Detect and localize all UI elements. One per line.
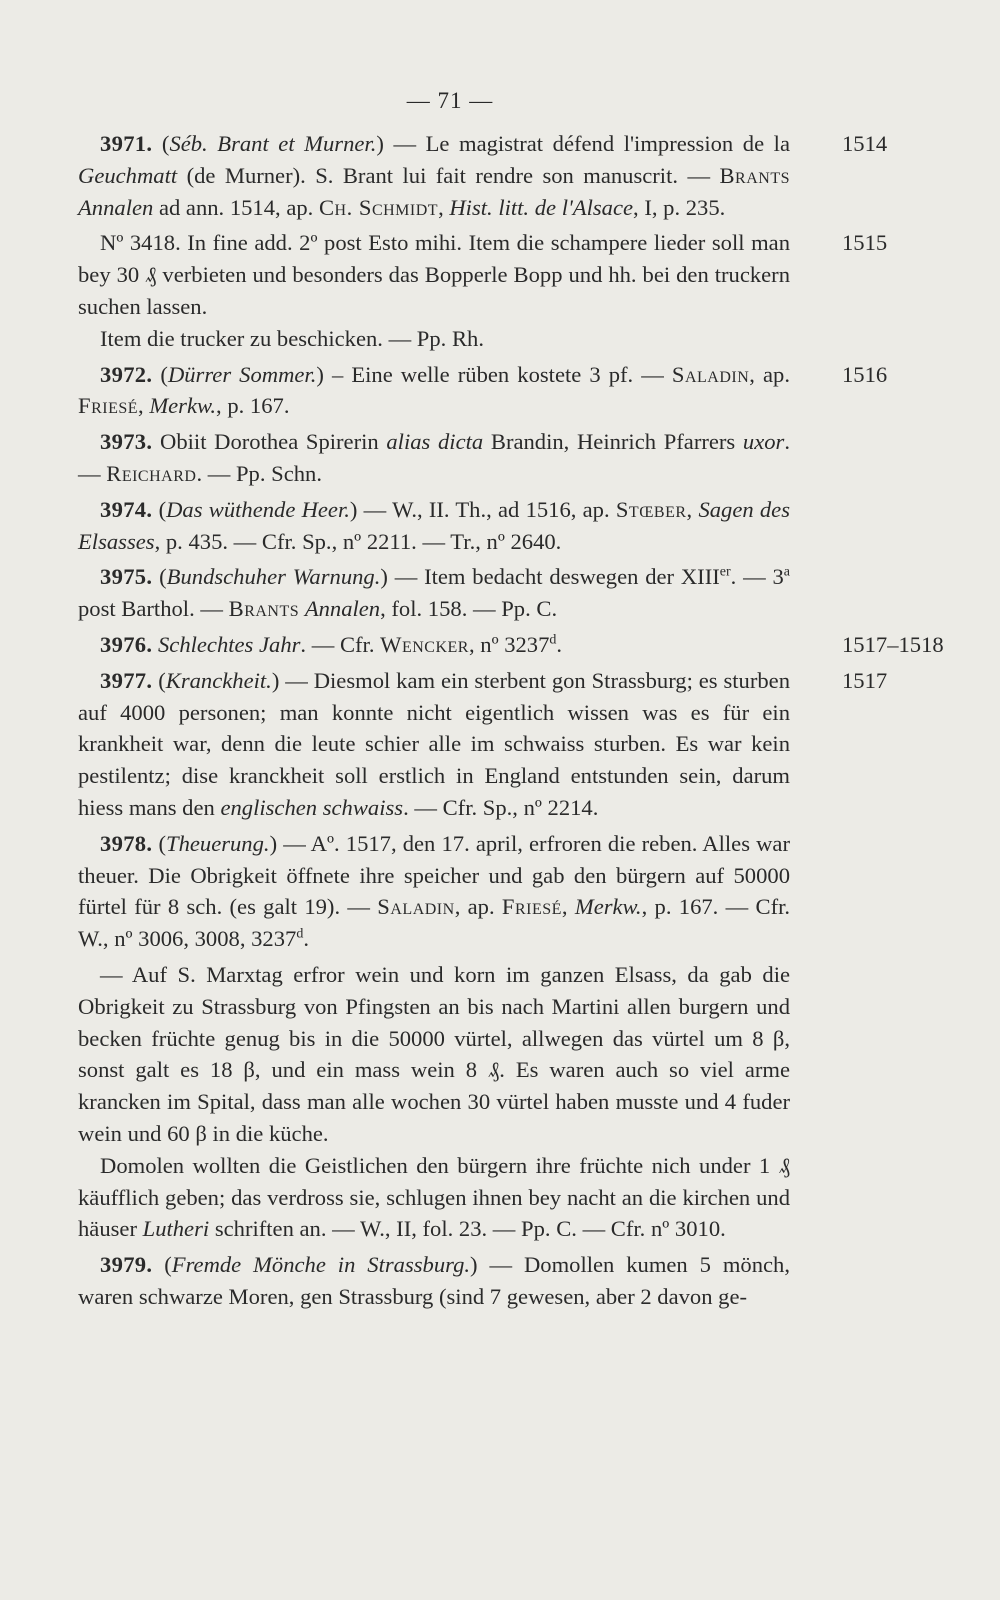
text-run: Item die trucker zu beschicken. — Pp. Rh.: [100, 325, 484, 351]
entry-3978-note: [78, 1150, 790, 1245]
text-run: er: [719, 564, 731, 580]
text-run: a: [783, 564, 790, 580]
text-run: Annalen: [78, 194, 154, 220]
text-run: Brandin, Heinrich Pfarrers: [483, 429, 743, 455]
text-run: Saladin: [377, 894, 455, 920]
text-run: Ch. Schmidt: [318, 194, 439, 220]
text-run: Annalen: [304, 596, 381, 622]
text-run: (: [152, 830, 166, 856]
text-run: (: [152, 667, 166, 693]
entry-3971-addendum: [78, 227, 888, 322]
text-run: Hist. litt. de l'Alsace: [449, 194, 634, 220]
entry-3972: [78, 359, 888, 423]
text-run: Sagen des Elsasses: [78, 496, 791, 554]
text-run: . — Pp. Schn.: [196, 460, 322, 486]
entry-3973: [78, 426, 790, 490]
text-run: Fremde Mönche in Strassburg.: [171, 1252, 471, 1278]
text-run: post Barthol. —: [78, 596, 229, 622]
text-run: d: [296, 926, 304, 942]
text-run: , p. 167.: [216, 393, 290, 419]
text-run: Obiit Dorothea Spirerin: [152, 429, 387, 455]
text-run: ) — Item bedacht deswegen der XIII: [380, 564, 720, 590]
entry-3974: [78, 494, 790, 558]
text-run: , nº 3237: [468, 631, 550, 657]
entry-3977: [78, 665, 888, 824]
text-run: ,: [686, 496, 699, 522]
text-run: uxor: [742, 429, 785, 455]
text-run: Séb. Brant et Murner.: [169, 131, 377, 156]
text-run: (: [152, 496, 167, 522]
text-run: , ap.: [454, 894, 502, 920]
entry-3971: [78, 128, 888, 223]
entry-3979: [78, 1249, 790, 1313]
text-run: Stœber: [615, 496, 687, 522]
entry-3978: [78, 828, 790, 955]
entry-number: 3976.: [100, 631, 153, 657]
text-run: ,: [438, 194, 450, 220]
text-run: .: [303, 926, 309, 952]
text-run: , p. 167. — Cfr. W., nº 3006, 3008, 3237: [78, 894, 791, 952]
text-run: Merkw.: [149, 393, 217, 419]
text-run: . — Cfr. Sp., nº 2214.: [403, 794, 599, 820]
text-run: ad ann. 1514, ap.: [153, 194, 319, 220]
text-run: Nº 3418. In fine add. 2º post Esto mihi. Item die schampere lieder soll man bey 30 ₰ verbieten und besonders das Bopperle Bopp und hh. bei den truckern suchen lassen.: [78, 230, 790, 319]
entry-number: 3972.: [100, 361, 153, 387]
year-marginal: 1516: [842, 361, 888, 387]
text-run: Reichard: [106, 460, 197, 486]
text-run: englischen schwaiss: [220, 794, 404, 820]
entry-3976: [78, 629, 944, 661]
text-run: (: [152, 564, 167, 590]
year-marginal: 1517: [842, 667, 888, 693]
entry-3978-continued: [78, 959, 790, 1150]
text-run: ) — Diesmol kam ein sterbent gon Strassburg; es sturben auf 4000 personen; man konnte nicht eigentlich wissen was es für ein krankheit war, denn die leute schier alle im schwaiss sturben. Es war kein pestilentz; dise kranckheit soll erstlich in England entstunden sein, darum hiess mans den: [78, 667, 790, 820]
year-marginal: 1517–1518: [842, 631, 944, 657]
entry-3975: [78, 561, 790, 625]
page-body: [78, 128, 944, 1313]
text-run: . — 3: [730, 564, 784, 590]
text-run: Saladin: [671, 361, 750, 387]
text-run: ) — Le magistrat défend l'impression de la: [376, 131, 790, 156]
text-run: Wencker: [380, 631, 469, 657]
text-run: . — Cfr.: [300, 631, 381, 657]
text-run: Friesé: [501, 894, 562, 920]
text-run: Brants: [719, 162, 790, 188]
text-run: Dürrer Sommer.: [167, 361, 317, 387]
text-run: Schlechtes Jahr: [158, 631, 301, 657]
text-run: Domolen wollten die Geistlichen den bürgern ihre früchte nich under 1 ₰ käufflich geben; das verdross sie, schlugen ihnen bey nacht an die kirchen und häuser: [78, 1152, 790, 1242]
entry-number: 3978.: [100, 830, 153, 856]
text-run: ) — Aº. 1517, den 17. april, erfroren die reben. Alles war theuer. Die Obrigkeit öffnete ihre speicher und gab den bürgern auf 50000 fürtel für 8 sch. (es galt 19). —: [78, 830, 790, 920]
text-run: . —: [78, 429, 790, 486]
text-run: Geuchmatt: [78, 162, 178, 188]
year-marginal: 1515: [842, 230, 888, 256]
entry-number: 3971.: [100, 131, 153, 156]
text-run: ) – Eine welle rüben kostete 3 pf. —: [316, 361, 672, 387]
text-run: ) — Domollen kumen 5 mönch, waren schwarze Moren, gen Strassburg (sind 7 gewesen, aber 2 davon ge-: [78, 1252, 790, 1309]
page-number: — 71 —: [406, 88, 494, 113]
text-run: (: [152, 361, 168, 387]
text-run: Theuerung.: [166, 830, 270, 856]
text-run: , p. 435. — Cfr. Sp., nº 2211. — Tr., nº 2640.: [154, 528, 562, 554]
text-run: Friesé: [78, 393, 139, 419]
text-run: ) — W., II. Th., ad 1516, ap.: [349, 496, 616, 522]
text-run: (: [152, 131, 170, 156]
text-run: , I, p. 235.: [633, 194, 726, 220]
text-run: schriften an. — W., II, fol. 23. — Pp. C. — Cfr. nº 3010.: [209, 1216, 726, 1242]
text-run: Merkw.: [574, 894, 642, 920]
text-run: Brants: [228, 596, 300, 622]
entry-number: 3977.: [100, 667, 153, 693]
text-run: alias dicta: [386, 429, 484, 455]
text-run: (de Murner). S. Brant lui fait rendre son manuscrit. —: [177, 162, 720, 188]
text-run: d: [549, 632, 557, 648]
text-run: Das wüthende Heer.: [166, 496, 350, 522]
text-run: , ap.: [749, 361, 790, 387]
text-run: (: [152, 1252, 172, 1278]
text-run: — Auf S. Marxtag erfror wein und korn im ganzen Elsass, da gab die Obrigkeit zu Strassburg von Pfingsten an bis nach Martini allen burgern und becken früchte genug bis in die 50000 vürtel, allwegen das vürtel um 8 β, sonst galt es 18 β, und ein mass wein 8 ₰. Es waren auch so viel arme krancken im Spital, dass man alle wochen 30 vürtel haben musste und 4 fuder wein und 60 β in die küche.: [78, 961, 790, 1146]
text-run: Kranckheit.: [165, 667, 272, 693]
text-run: Lutheri: [142, 1216, 210, 1242]
text-run: Bundschuher Warnung.: [166, 564, 381, 590]
year-marginal: 1514: [842, 131, 888, 156]
text-run: .: [556, 631, 563, 657]
entry-number: 3974.: [100, 496, 153, 522]
text-run: ,: [138, 393, 150, 419]
text-run: ,: [561, 894, 575, 920]
entry-number: 3979.: [100, 1252, 153, 1278]
entry-3971-addendum-continued: [78, 323, 790, 355]
text-run: , fol. 158. — Pp. C.: [380, 596, 558, 622]
entry-number: 3975.: [100, 564, 153, 590]
entry-number: 3973.: [100, 429, 153, 455]
